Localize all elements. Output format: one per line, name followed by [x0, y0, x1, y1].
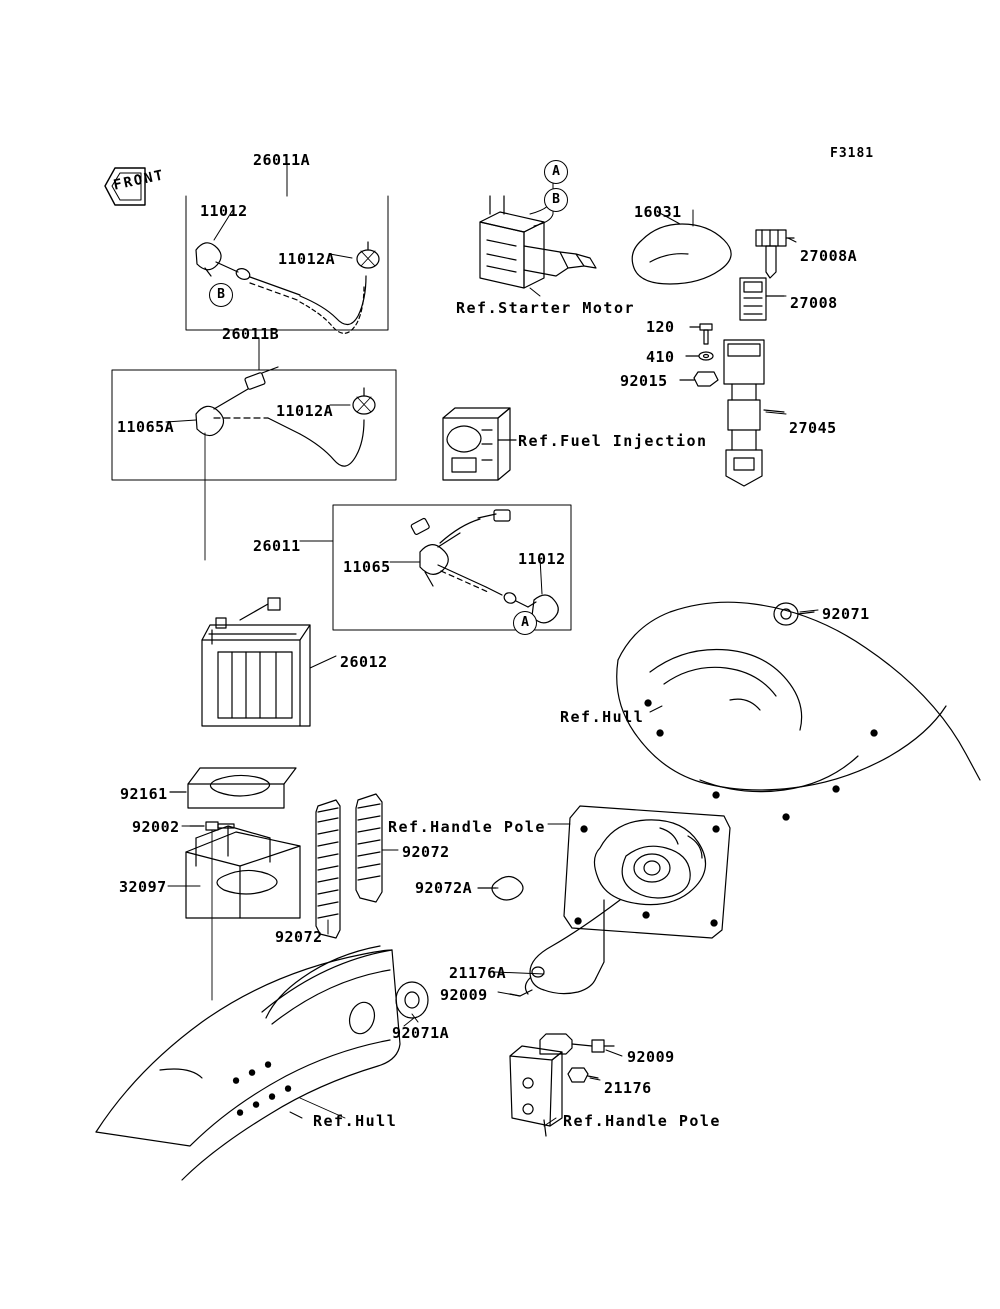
part-callout-27008A: 27008A: [800, 247, 858, 265]
part-callout-11065A: 11065A: [117, 418, 175, 436]
part-callout-92015: 92015: [620, 372, 668, 390]
grommet-92071A: [396, 982, 428, 1026]
wiring-harness: [510, 900, 620, 996]
band-92072-left: [316, 800, 340, 938]
bubble-a-cable: A: [513, 611, 537, 635]
part-callout-16031: 16031: [634, 203, 682, 221]
hull-lower-left: [96, 946, 400, 1180]
bolt-120: [690, 324, 712, 344]
part-callout-92009: 92009: [440, 986, 488, 1004]
bubble-b-cable: B: [209, 283, 233, 307]
part-callout-26012: 26012: [340, 653, 388, 671]
ref-hull-lower: Ref.Hull: [313, 1112, 398, 1130]
part-callout-92071A: 92071A: [392, 1024, 450, 1042]
part-callout-26011A: 26011A: [253, 151, 311, 169]
part-callout-27045: 27045: [789, 419, 837, 437]
part-callout-11012A-2: 11012A: [276, 402, 334, 420]
damper-92161: [170, 768, 296, 808]
group-box-26011B: [112, 338, 396, 480]
fuel-injection-bracket: [443, 408, 516, 480]
part-callout-92072-right: 92072: [402, 843, 450, 861]
front-marker-label: FRONT: [112, 167, 167, 194]
part-callout-21176: 21176: [604, 1079, 652, 1097]
washer-410: [686, 352, 713, 360]
part-callout-92009-2: 92009: [627, 1048, 675, 1066]
part-callout-92002: 92002: [132, 818, 180, 836]
battery-26012: [202, 598, 310, 726]
part-callout-92071: 92071: [822, 605, 870, 623]
part-callout-27008: 27008: [790, 294, 838, 312]
bubble-b-starter: B: [544, 188, 568, 212]
ref-handle-pole-lower: Ref.Handle Pole: [563, 1112, 721, 1130]
part-callout-11012-2: 11012: [518, 550, 566, 568]
key-27008A: [756, 230, 794, 278]
part-callout-21176A: 21176A: [449, 964, 507, 982]
part-callout-11012A: 11012A: [278, 250, 336, 268]
part-callout-92161: 92161: [120, 785, 168, 803]
band-92072-right: [356, 794, 382, 902]
starter-motor: [480, 172, 596, 288]
ref-handle-pole-upper: Ref.Handle Pole: [388, 818, 546, 836]
key-16031: [632, 210, 731, 284]
part-callout-26011B: 26011B: [222, 325, 280, 343]
ref-starter-motor: Ref.Starter Motor: [456, 299, 636, 317]
part-callout-92072-left: 92072: [275, 928, 323, 946]
part-callout-410: 410: [646, 348, 675, 366]
battery-tray-32097: [186, 826, 300, 918]
sheet-code: F3181: [830, 146, 875, 161]
part-callout-92072A: 92072A: [415, 879, 473, 897]
handle-pole-plate: [564, 806, 730, 938]
ref-hull-upper: Ref.Hull: [560, 708, 645, 726]
part-callout-26011: 26011: [253, 537, 301, 555]
grommet-92071: [774, 603, 814, 625]
ignition-switch-27008: [740, 278, 784, 320]
part-callout-11012: 11012: [200, 202, 248, 220]
nut-92015: [680, 372, 718, 386]
ref-fuel-injection: Ref.Fuel Injection: [518, 432, 708, 450]
part-callout-32097: 32097: [119, 878, 167, 896]
part-callout-11065: 11065: [343, 558, 391, 576]
bubble-a-starter: A: [544, 160, 568, 184]
part-callout-120: 120: [646, 318, 675, 336]
cable-26011B: [196, 367, 375, 560]
hull-upper-right: [617, 602, 980, 820]
